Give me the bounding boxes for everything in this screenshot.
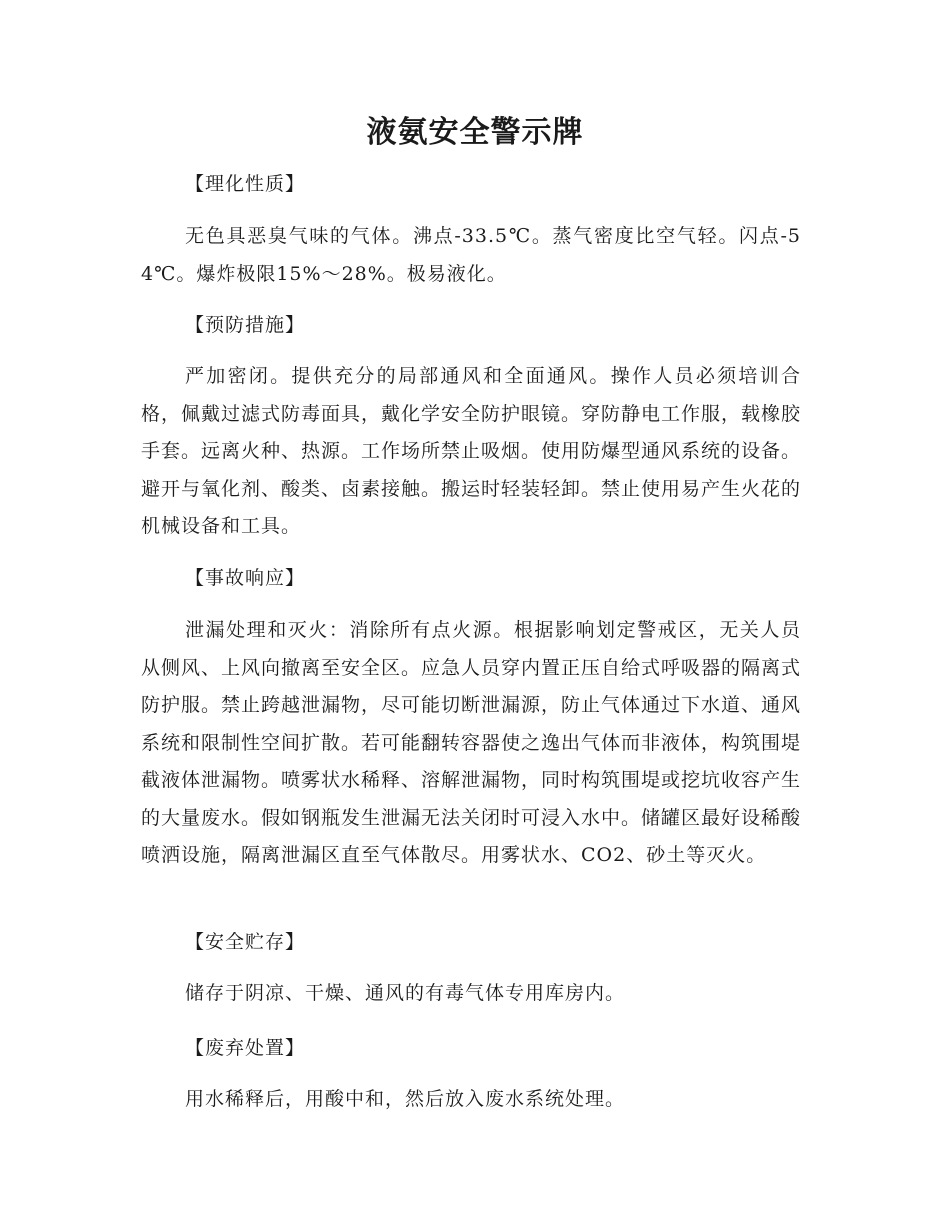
- section-body-prevention: 严加密闭。提供充分的局部通风和全面通风。操作人员必须培训合格，佩戴过滤式防毒面具，戴化学安全防护眼镜。穿防静电工作服，载橡胶手套。远离火种、热源。工作场所禁止吸烟。使用防爆型通风系统的设备。避开与氧化剂、酸类、卤素接触。搬运时轻装轻卸。禁止使用易产生火花的机械设备和工具。: [141, 365, 802, 537]
- section-body-storage: 储存于阴凉、干燥、通风的有毒气体专用库房内。: [185, 982, 626, 1004]
- section-heading-properties: 【理化性质】: [185, 173, 306, 195]
- section-heading-prevention: 【预防措施】: [185, 314, 306, 336]
- section-body-properties: 无色具恶臭气味的气体。沸点-33.5℃。蒸气密度比空气轻。闪点-54℃。爆炸极限15%～28%。极易液化。: [141, 225, 801, 285]
- section-heading-response: 【事故响应】: [185, 567, 306, 589]
- section-heading-storage: 【安全贮存】: [185, 931, 306, 953]
- page-title: 液氨安全警示牌: [366, 115, 584, 150]
- section-heading-disposal: 【废弃处置】: [185, 1037, 306, 1059]
- section-body-disposal: 用水稀释后，用酸中和，然后放入废水系统处理。: [185, 1088, 626, 1110]
- section-body-response: 泄漏处理和灭火：消除所有点火源。根据影响划定警戒区，无关人员从侧风、上风向撤离至安全区。应急人员穿内置正压自给式呼吸器的隔离式防护服。禁止跨越泄漏物，尽可能切断泄漏源，防止气体通过下水道、通风系统和限制性空间扩散。若可能翻转容器使之逸出气体而非液体，构筑围堤截液体泄漏物。喷雾状水稀释、溶解泄漏物，同时构筑围堤或挖坑收容产生的大量废水。假如钢瓶发生泄漏无法关闭时可浸入水中。储罐区最好设稀酸喷洒设施，隔离泄漏区直至气体散尽。用雾状水、CO2、砂土等灭火。: [141, 619, 802, 866]
